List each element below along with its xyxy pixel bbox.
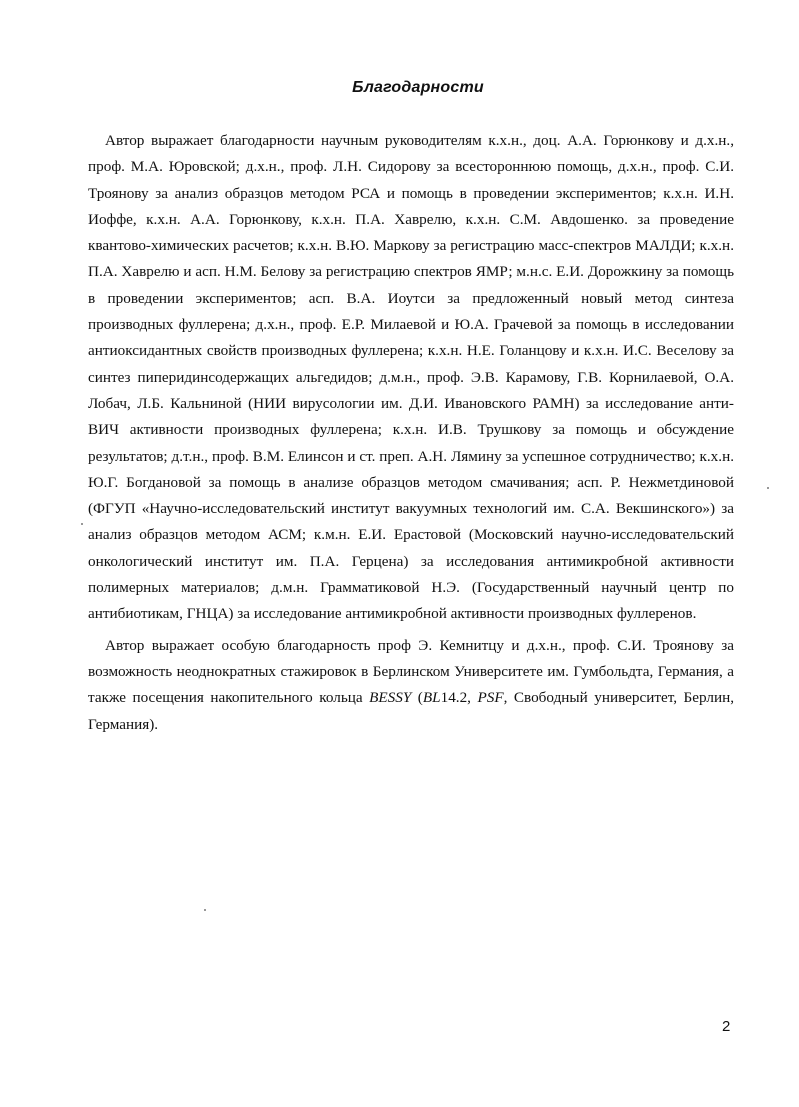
scan-speck bbox=[81, 523, 83, 525]
page-number: 2 bbox=[722, 1018, 731, 1035]
bessy-term: BESSY bbox=[369, 689, 412, 707]
paragraph-2-text-b: ( bbox=[411, 689, 423, 707]
paragraph-2-text-a: Автор выражает особую благодарность проф Э. Кемнитцу и д.х.н., проф. С.И. Троянову за возможность неоднократных стажировок в Берлинском Университете им. Гумбольдта, Германия, а также посещения накопительного кольца bbox=[88, 636, 734, 707]
scan-speck bbox=[767, 487, 769, 489]
acknowledgements-paragraph-1: Автор выражает благодарности научным руководителям к.х.н., доц. А.А. Горюнкову и д.х.н., проф. М.А. Юровской; д.х.н., проф. Л.Н. Сидорову за всестороннюю помощь, д.х.н., проф. С.И. Троянову за анализ образцов методом РСА и помощь в проведении экспериментов; к.х.н. И.Н. Иоффе, к.х.н. А.А. Горюнкову, к.х.н. П.А. Хаврелю, к.х.н. С.М. Авдошенко. за проведение квантово-химических расчетов; к.х.н. В.Ю. Маркову за регистрацию масс-спектров МАЛДИ; к.х.н. П.А. Хаврелю и асп. Н.М. Белову за регистрацию спектров ЯМР; м.н.с. Е.И. Дорожкину за помощь в проведении экспериментов; асп. В.А. Иоутси за предложенный новый метод синтеза производных фуллерена; д.х.н., проф. Е.Р. Милаевой и Ю.А. Грачевой за помощь в исследовании антиоксидантных свойств производных фуллерена; к.х.н. Н.Е. Голанцову и к.х.н. И.С. Веселову за синтез пиперидинсодержащих альгедидов; д.м.н., проф. Э.В. Карамову, Г.В. Корнилаевой, О.А. Лобач, Л.Б. Кальниной (НИИ вирусологии им. Д.И. Ивановского РАМН) за исследование анти-ВИЧ активности производных фуллерена; к.х.н. И.В. Трушкову за помощь и обсуждение результатов; д.т.н., проф. В.М. Елинсон и ст. преп. А.Н. Лямину за успешное сотрудничество; к.х.н. Ю.Г. Богдановой за помощь в анализе образцов методом смачивания; асп. Р. Нежметдиновой (ФГУП «Научно-исследовательский институт вакуумных технологий им. С.А. Векшинского») за анализ образцов методом АСМ; к.м.н. Е.И. Ерастовой (Московский научно-исследовательский онкологический институт им. П.А. Герцена) за исследования антимикробной активности полимерных материалов; д.м.н. Грамматиковой Н.Э. (Государственный научный центр по антибиотикам, ГНЦА) за исследование антимикробной активности производных фуллеренов. bbox=[88, 132, 734, 623]
paragraph-2-text-d: , Свободный университет, Берлин, Германия). bbox=[88, 689, 735, 733]
psf-term: PSF bbox=[477, 689, 504, 707]
acknowledgements-paragraph-2 bbox=[88, 633, 734, 738]
page-title: Благодарности bbox=[352, 79, 484, 96]
scan-speck bbox=[204, 909, 206, 911]
paragraph-2-text-c: 14.2, bbox=[440, 689, 478, 707]
beamline-prefix: BL bbox=[422, 689, 441, 707]
acknowledgements-body bbox=[88, 128, 734, 743]
